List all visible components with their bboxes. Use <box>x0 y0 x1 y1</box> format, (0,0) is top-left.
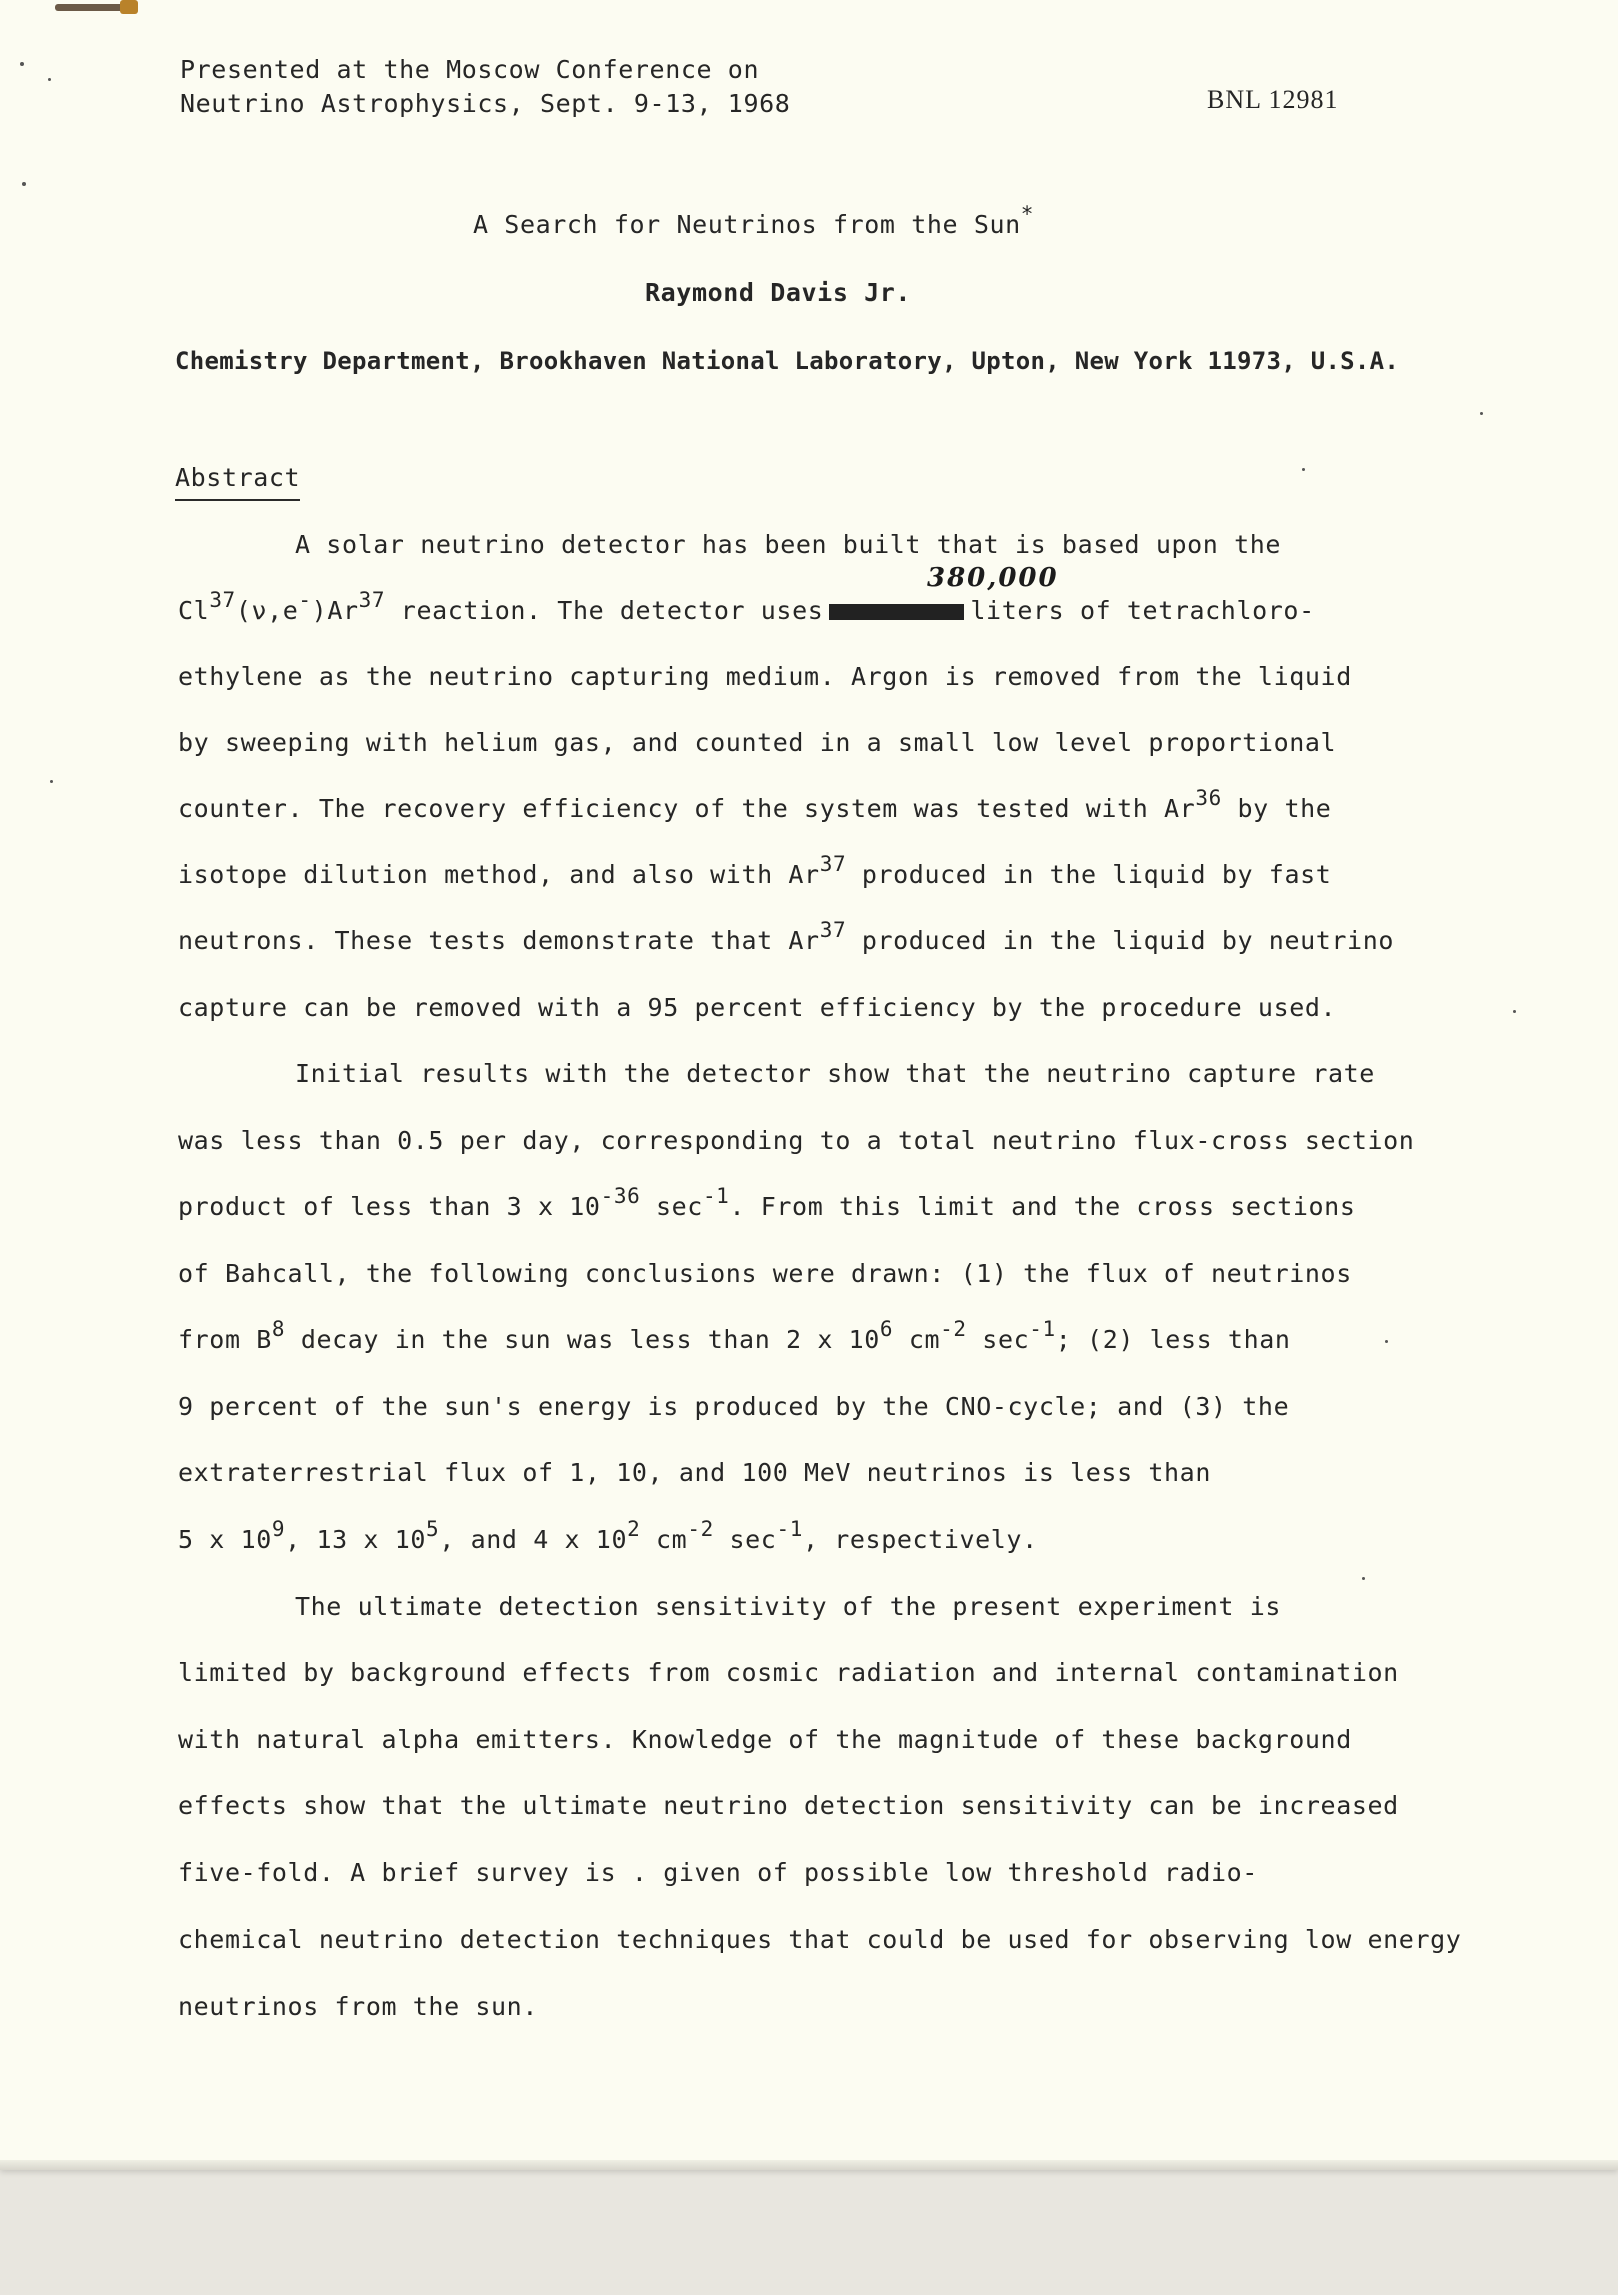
report-number: BNL 12981 <box>1207 85 1339 114</box>
affiliation: Chemistry Department, Brookhaven National Laboratory, Upton, New York 11973, U.S.A. <box>175 347 1400 375</box>
abstract-line: isotope dilution method, and also with Ar$^{37}$ produced in the liquid by fast <box>178 852 1332 889</box>
abstract-line: neutrinos from the sun. <box>178 1992 538 2021</box>
speck <box>1480 412 1483 415</box>
speck <box>1302 468 1305 471</box>
abstract-line: ethylene as the neutrino capturing medium. Argon is removed from the liquid <box>178 662 1352 691</box>
abstract-line: The ultimate detection sensitivity of the present experiment is <box>295 1592 1282 1621</box>
abstract-line: Cl$^{37}$(ν,e-)Ar$^{37}$ reaction. The detector uses liters of tetrachloro- <box>178 588 1315 625</box>
abstract-line: A solar neutrino detector has been built that is based upon the <box>295 530 1282 559</box>
speck <box>22 182 26 186</box>
staple <box>55 4 125 11</box>
abstract-line: limited by background effects from cosmic radiation and internal contamination <box>178 1658 1399 1687</box>
speck <box>48 78 51 81</box>
abstract-line: chemical neutrino detection techniques that could be used for observing low energy <box>178 1925 1462 1954</box>
abstract-heading: Abstract <box>175 463 301 492</box>
abstract-line: Initial results with the detector show that the neutrino capture rate <box>295 1059 1375 1088</box>
conference-line-2: Neutrino Astrophysics, Sept. 9-13, 1968 <box>180 89 791 118</box>
abstract-line: capture can be removed with a 95 percent efficiency by the procedure used. <box>178 993 1337 1022</box>
handwritten-correction: 380,000 <box>927 563 1059 593</box>
staple-end <box>120 0 138 14</box>
title-text: A Search for Neutrinos from the Sun <box>473 210 1021 239</box>
abstract-line: five-fold. A brief survey is . given of possible low threshold radio- <box>178 1858 1258 1887</box>
page-bottom-edge <box>0 2160 1618 2170</box>
abstract-line: 5 x $10^9$, 13 x $10^5$, and 4 x $10^2$ $cm^{-2}$ $\sec^{-1}$, respectively. <box>178 1517 1038 1554</box>
abstract-line: counter. The recovery efficiency of the system was tested with Ar$^{36}$ by the <box>178 786 1332 823</box>
abstract-line: product of less than 3 x $10^{-36}$ $\sec^{-1}$. From this limit and the cross sections <box>178 1184 1356 1221</box>
abstract-line: extraterrestrial flux of 1, 10, and 100 MeV neutrinos is less than <box>178 1458 1211 1487</box>
speck <box>1513 1010 1516 1013</box>
redaction-bar <box>829 604 964 620</box>
paper-title <box>473 202 1035 240</box>
abstract-line: 9 percent of the sun's energy is produced by the CNO-cycle; and (3) the <box>178 1392 1290 1421</box>
speck <box>1385 1340 1388 1343</box>
speck <box>20 62 24 66</box>
speck <box>50 780 53 783</box>
abstract-line: of Bahcall, the following conclusions were drawn: (1) the flux of neutrinos <box>178 1259 1352 1288</box>
abstract-line: by sweeping with helium gas, and counted in a small low level proportional <box>178 728 1337 757</box>
abstract-line: effects show that the ultimate neutrino detection sensitivity can be increased <box>178 1791 1399 1820</box>
abstract-line: from $B^8$ decay in the sun was less than 2 x $10^6$ $cm^{-2}$ $\sec^{-1}$; (2) less than <box>178 1317 1291 1354</box>
speck <box>1362 1577 1365 1580</box>
abstract-line: with natural alpha emitters. Knowledge of the magnitude of these background <box>178 1725 1352 1754</box>
title-footnote-mark: * <box>1020 202 1035 226</box>
author: Raymond Davis Jr. <box>645 278 912 307</box>
abstract-line: neutrons. These tests demonstrate that Ar$^{37}$ produced in the liquid by neutrino <box>178 918 1394 955</box>
conference-line-1: Presented at the Moscow Conference on <box>180 55 760 84</box>
abstract-line: was less than 0.5 per day, corresponding to a total neutrino flux-cross section <box>178 1126 1415 1155</box>
